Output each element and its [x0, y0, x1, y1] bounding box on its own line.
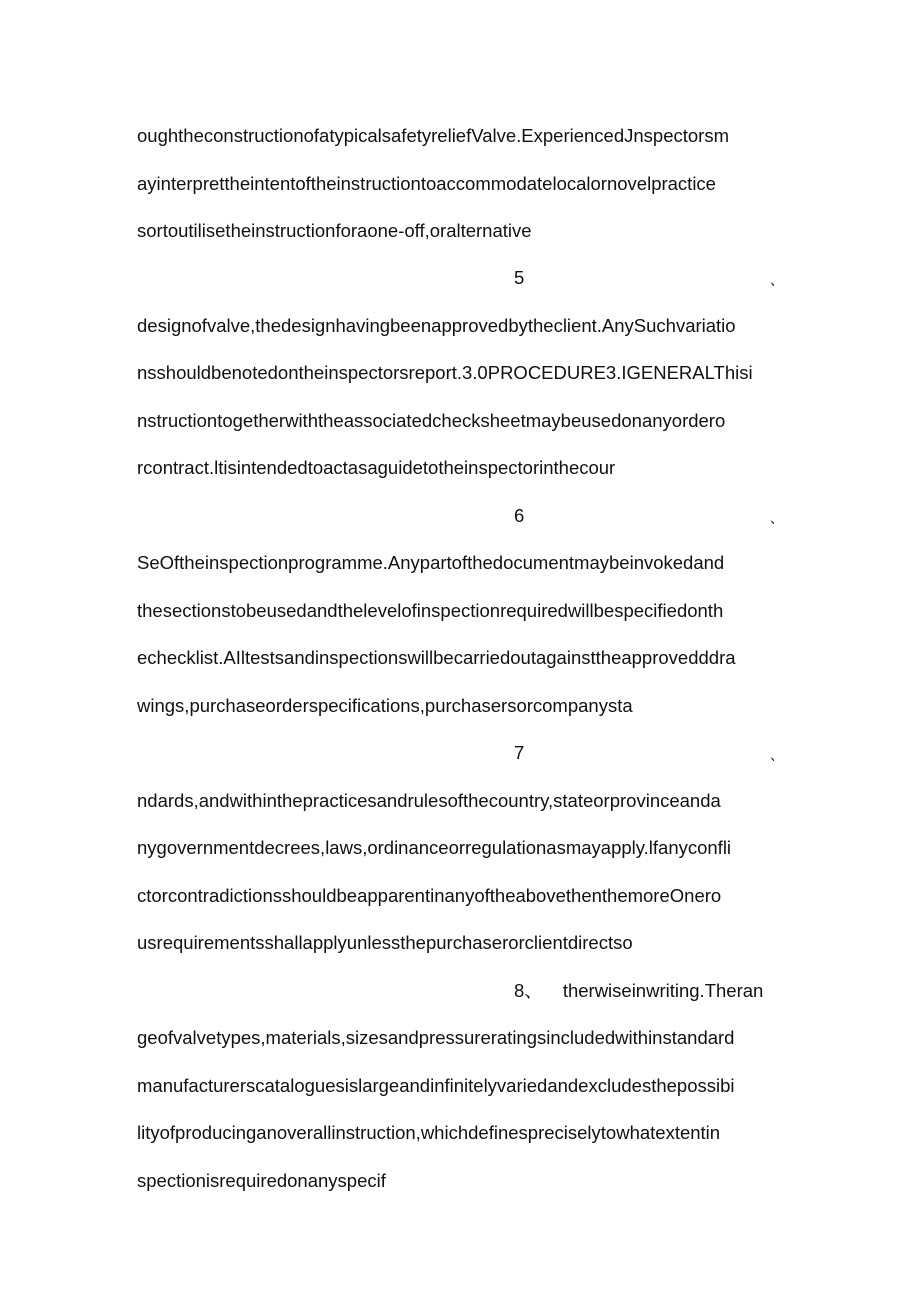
- page-marker-number: 7: [514, 742, 525, 763]
- text-line: ayinterprettheintentoftheinstructiontoaccommodatelocalornovelpractice: [137, 173, 716, 194]
- text-line: therwiseinwriting.Theran: [562, 980, 764, 1001]
- page-marker-number: 5: [514, 267, 525, 288]
- text-line: rcontract.ltisintendedtoactasaguidetotheinspectorinthecour: [137, 457, 616, 478]
- page-marker-row: [514, 979, 763, 1003]
- text-line: designofvalve,thedesignhavingbeenapprovedbytheclient.AnySuchvariatio: [137, 315, 736, 336]
- page-marker-mark: 、: [770, 510, 784, 526]
- text-line: lityofproducinganoverallinstruction,whichdefinespreciselytowhatextentin: [137, 1122, 721, 1143]
- page-marker-number: 8: [514, 980, 525, 1001]
- page-marker-mark: 、: [770, 272, 784, 288]
- text-line: wings,purchaseorderspecifications,purchasersorcompanysta: [137, 695, 633, 716]
- text-line: sortoutilisetheinstructionforaone-off,oralternative: [137, 220, 532, 241]
- text-line: geofvalvetypes,materials,sizesandpressureratingsincludedwithinstandard: [137, 1027, 735, 1048]
- text-line: ctorcontradictionsshouldbeapparentinanyoftheabovethenthemoreOnero: [137, 885, 722, 906]
- page-marker-number: 6: [514, 505, 525, 526]
- page-marker-mark: 、: [524, 980, 543, 1001]
- page-marker-mark: 、: [770, 747, 784, 763]
- text-line: nstructiontogetherwiththeassociatedchecksheetmaybeusedonanyordero: [137, 410, 726, 431]
- text-line: SeOftheinspectionprogramme.Anypartofthedocumentmaybeinvokedand: [137, 552, 725, 573]
- text-line: manufacturerscataloguesislargeandinfinitelyvariedandexcludesthepossibi: [137, 1075, 735, 1096]
- text-line: ndards,andwithinthepracticesandrulesofthecountry,stateorprovinceanda: [137, 790, 721, 811]
- text-line: usrequirementsshallapplyunlessthepurchaserorclientdirectso: [137, 932, 633, 953]
- text-line: spectionisrequiredonanyspecif: [137, 1170, 386, 1191]
- text-line: nsshouldbenotedontheinspectorsreport.3.0PROCEDURE3.IGENERALThisi: [137, 362, 753, 383]
- text-line: nygovernmentdecrees,laws,ordinanceorregulationasmayapply.lfanyconfli: [137, 837, 732, 858]
- text-line: thesectionstobeusedandthelevelofinspectionrequiredwillbespecifiedonth: [137, 600, 724, 621]
- text-line: echecklist.AIltestsandinspectionswillbecarriedoutagainsttheapprovedddra: [137, 647, 736, 668]
- text-line: oughtheconstructionofatypicalsafetyreliefValve.ExperiencedJnspectorsm: [137, 125, 729, 146]
